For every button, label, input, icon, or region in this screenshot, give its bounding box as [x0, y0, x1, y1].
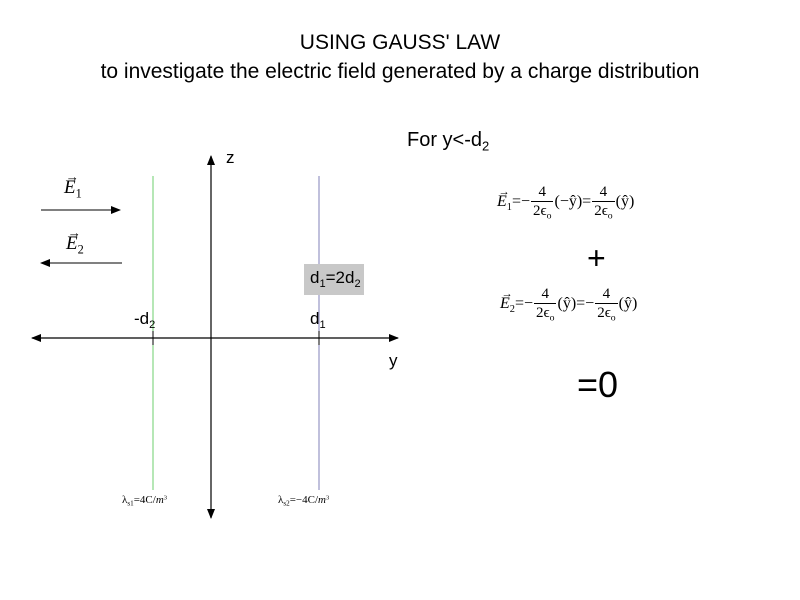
z-axis-label: z — [226, 148, 235, 167]
position-label-right: $d_1$ — [310, 309, 326, 331]
e1-legend-label: → $E_1$ — [64, 177, 82, 199]
title-line-1: USING GAUSS' LAW — [299, 31, 501, 54]
charge-density-left: $\lambda_{s1}=4C/m^3$ — [122, 494, 168, 508]
result-zero: =0 — [577, 364, 619, 405]
relation-label: $d_1=2d_2$ — [310, 268, 361, 290]
region-condition: For $y<-d_2$ — [407, 129, 490, 154]
position-label-left: $-d_2$ — [134, 309, 156, 331]
equation-e1: → $E_1=-$ $\frac{4}{2\epsilon_o}$ (−ŷ)= $\frac{4}{2\epsilon_o}$ (ŷ) — [497, 184, 634, 221]
equation-e2: → $E_2=-$ $\frac{4}{2\epsilon_o}$ (ŷ)=− $\frac{4}{2\epsilon_o}$ (ŷ) — [500, 286, 637, 323]
plus-sign: + — [587, 240, 606, 276]
y-axis-label: y — [389, 351, 398, 370]
title-line-2: to investigate the electric field generated by a charge distribution — [100, 60, 700, 83]
charge-density-right: $\lambda_{s2}=-4C/m^3$ — [278, 494, 330, 508]
e2-legend-label: → $E_2$ — [66, 233, 84, 255]
